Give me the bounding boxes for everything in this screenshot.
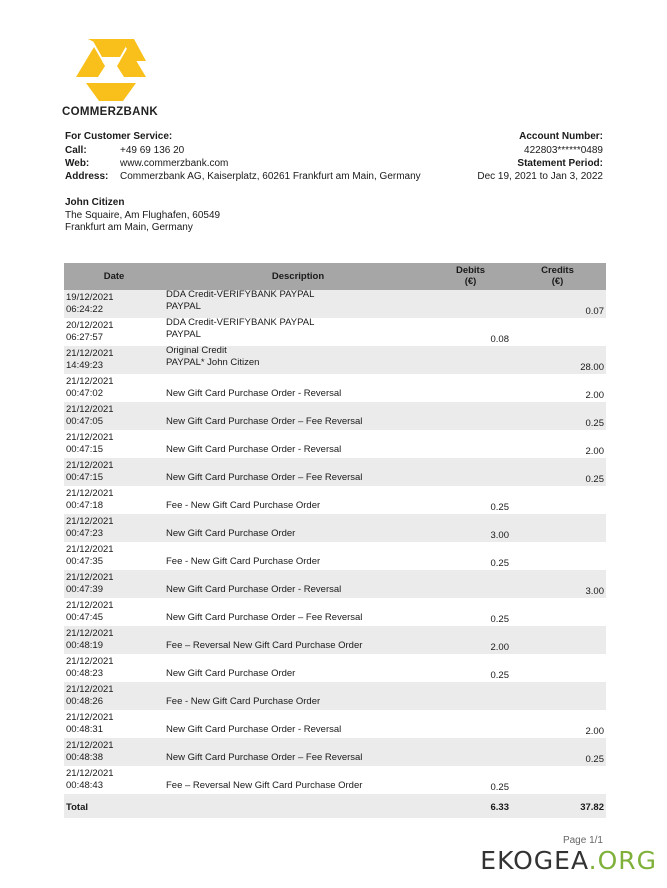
row-description-line2: New Gift Card Purchase Order – Fee Reversal	[166, 472, 363, 483]
row-description	[166, 612, 362, 624]
row-debit: 0.25	[490, 670, 509, 681]
row-date	[66, 376, 114, 400]
row-credit: 0.25	[585, 418, 604, 429]
call-label: Call:	[65, 145, 87, 156]
web-label: Web:	[65, 158, 90, 169]
header-credits-label: Credits	[541, 265, 574, 276]
table-body	[64, 290, 606, 794]
row-date-day: 21/12/2021	[66, 488, 114, 499]
table-row	[64, 318, 606, 346]
row-description	[166, 500, 320, 512]
row-date-time: 06:24:22	[66, 304, 103, 315]
row-description	[166, 472, 362, 484]
row-date-day: 21/12/2021	[66, 740, 114, 751]
row-date-time: 00:48:31	[66, 724, 103, 735]
row-date-day: 19/12/2021	[66, 292, 114, 303]
web-value: www.commerzbank.com	[120, 158, 229, 169]
row-date	[66, 320, 114, 344]
row-description	[166, 696, 320, 708]
row-date-day: 21/12/2021	[66, 432, 114, 443]
row-date	[66, 292, 114, 316]
row-date-day: 21/12/2021	[66, 516, 114, 527]
address-value: Commerzbank AG, Kaiserplatz, 60261 Frankfurt am Main, Germany	[120, 171, 421, 182]
table-row	[64, 486, 606, 514]
table-row	[64, 710, 606, 738]
row-date-time: 00:47:23	[66, 528, 103, 539]
row-description	[166, 289, 314, 313]
row-date-day: 21/12/2021	[66, 656, 114, 667]
row-date-day: 21/12/2021	[66, 768, 114, 779]
row-description	[166, 724, 341, 736]
row-date-time: 00:48:26	[66, 696, 103, 707]
row-description	[166, 317, 314, 341]
row-credit: 0.25	[585, 754, 604, 765]
row-description-line2: New Gift Card Purchase Order – Fee Reversal	[166, 612, 363, 623]
call-value: +49 69 136 20	[120, 145, 185, 156]
table-row	[64, 402, 606, 430]
header-debits-label: Debits	[455, 265, 486, 276]
row-date-time: 00:48:38	[66, 752, 103, 763]
row-description-line1: Original Credit	[166, 345, 227, 356]
row-date-day: 21/12/2021	[66, 404, 114, 415]
customer-address-line1: The Squaire, Am Flughafen, 60549	[65, 210, 221, 221]
page-number: Page 1/1	[562, 835, 603, 846]
row-credit: 3.00	[585, 586, 604, 597]
row-description-line2: PAYPAL	[166, 301, 201, 312]
row-description-line2: PAYPAL* John Citizen	[166, 357, 260, 368]
row-description-line2: New Gift Card Purchase Order - Reversal	[166, 444, 342, 455]
row-date-day: 20/12/2021	[66, 320, 114, 331]
row-description	[166, 752, 362, 764]
row-description-line2: Fee - New Gift Card Purchase Order	[166, 556, 321, 567]
row-date-time: 00:47:02	[66, 388, 103, 399]
table-row	[64, 570, 606, 598]
row-debit: 3.00	[490, 530, 509, 541]
row-description-line2: PAYPAL	[166, 329, 201, 340]
watermark-dot: .	[588, 846, 598, 875]
row-date-day: 21/12/2021	[66, 628, 114, 639]
row-date-day: 21/12/2021	[66, 684, 114, 695]
row-description-line2: Fee – Reversal New Gift Card Purchase Order	[166, 640, 363, 651]
table-row	[64, 374, 606, 402]
table-row	[64, 626, 606, 654]
row-description	[166, 780, 362, 792]
row-description	[166, 388, 341, 400]
table-row	[64, 514, 606, 542]
row-debit: 0.25	[490, 502, 509, 513]
row-description-line2: Fee - New Gift Card Purchase Order	[166, 500, 321, 511]
transactions-table	[64, 263, 606, 818]
row-description	[166, 640, 362, 652]
row-date-time: 00:47:05	[66, 416, 103, 427]
row-credit: 2.00	[585, 726, 604, 737]
row-date	[66, 432, 114, 456]
row-date	[66, 544, 114, 568]
watermark-tld: ORG	[597, 846, 657, 875]
row-date-day: 21/12/2021	[66, 600, 114, 611]
row-description-line2: New Gift Card Purchase Order – Fee Reversal	[166, 416, 363, 427]
row-date	[66, 656, 114, 680]
row-description-line2: New Gift Card Purchase Order - Reversal	[166, 724, 342, 735]
row-description-line2: New Gift Card Purchase Order - Reversal	[166, 388, 342, 399]
row-description	[166, 416, 362, 428]
row-date-day: 21/12/2021	[66, 712, 114, 723]
watermark	[480, 846, 657, 875]
row-date-time: 14:49:23	[66, 360, 103, 371]
row-credit: 0.07	[585, 306, 604, 317]
table-row	[64, 430, 606, 458]
row-description-line1: DDA Credit-VERIFYBANK PAYPAL	[166, 289, 315, 300]
row-date	[66, 684, 114, 708]
row-date	[66, 740, 114, 764]
row-debit: 0.08	[490, 334, 509, 345]
table-row	[64, 654, 606, 682]
row-description-line2: New Gift Card Purchase Order – Fee Reversal	[166, 752, 363, 763]
header-credits	[509, 265, 606, 287]
row-description-line2: New Gift Card Purchase Order - Reversal	[166, 584, 342, 595]
row-date-day: 21/12/2021	[66, 460, 114, 471]
row-date-time: 00:48:43	[66, 780, 103, 791]
header-date: Date	[103, 271, 125, 282]
row-date-time: 00:48:19	[66, 640, 103, 651]
row-description	[166, 345, 259, 369]
row-date-time: 00:47:15	[66, 472, 103, 483]
bank-name: COMMERZBANK	[62, 106, 158, 118]
row-credit: 0.25	[585, 474, 604, 485]
table-row	[64, 738, 606, 766]
header-debits	[432, 265, 509, 287]
statement-period-value: Dec 19, 2021 to Jan 3, 2022	[477, 171, 603, 182]
customer-address-line2: Frankfurt am Main, Germany	[65, 222, 193, 233]
watermark-main: EKOGEA	[480, 846, 589, 875]
row-date-time: 00:47:35	[66, 556, 103, 567]
address-label: Address:	[65, 171, 109, 182]
table-row	[64, 598, 606, 626]
row-credit: 28.00	[580, 362, 604, 373]
row-description-line1: DDA Credit-VERIFYBANK PAYPAL	[166, 317, 315, 328]
row-description	[166, 668, 295, 680]
table-header	[64, 263, 606, 290]
account-number-label: Account Number:	[519, 131, 603, 142]
row-debit: 0.25	[490, 782, 509, 793]
header-description: Description	[271, 271, 325, 282]
customer-name: John Citizen	[65, 197, 125, 208]
row-date-day: 21/12/2021	[66, 572, 114, 583]
customer-service-title: For Customer Service:	[65, 131, 173, 142]
table-row	[64, 458, 606, 486]
table-row	[64, 766, 606, 794]
statement-period-label: Statement Period:	[517, 158, 603, 169]
row-date	[66, 516, 114, 540]
row-debit: 0.25	[490, 614, 509, 625]
row-date	[66, 572, 114, 596]
row-description	[166, 444, 341, 456]
row-description	[166, 584, 341, 596]
row-description	[166, 556, 320, 568]
row-date-day: 21/12/2021	[66, 544, 114, 555]
table-row	[64, 290, 606, 318]
table-row	[64, 542, 606, 570]
row-date-time: 00:47:18	[66, 500, 103, 511]
commerzbank-logo-icon	[76, 39, 146, 101]
row-date-time: 00:47:45	[66, 612, 103, 623]
row-date-day: 21/12/2021	[66, 376, 114, 387]
total-row	[64, 794, 606, 818]
row-date	[66, 460, 114, 484]
row-debit: 0.25	[490, 558, 509, 569]
header-credits-unit: (€)	[551, 276, 564, 287]
row-credit: 2.00	[585, 446, 604, 457]
row-date-time: 00:47:15	[66, 444, 103, 455]
total-credits: 37.82	[580, 802, 604, 813]
row-date	[66, 768, 114, 792]
account-number-value: 422803******0489	[524, 145, 603, 156]
row-description-line2: New Gift Card Purchase Order	[166, 668, 296, 679]
row-description-line2: Fee – Reversal New Gift Card Purchase Order	[166, 780, 363, 791]
total-debits: 6.33	[490, 802, 509, 813]
row-date	[66, 600, 114, 624]
row-date	[66, 628, 114, 652]
row-description-line2: Fee - New Gift Card Purchase Order	[166, 696, 321, 707]
header-debits-unit: (€)	[464, 276, 477, 287]
row-credit: 2.00	[585, 390, 604, 401]
row-debit: 2.00	[490, 642, 509, 653]
row-date	[66, 404, 114, 428]
table-row	[64, 682, 606, 710]
table-row	[64, 346, 606, 374]
row-date-time: 06:27:57	[66, 332, 103, 343]
row-date	[66, 712, 114, 736]
row-date	[66, 348, 114, 372]
row-date-time: 00:48:23	[66, 668, 103, 679]
row-description-line2: New Gift Card Purchase Order	[166, 528, 296, 539]
row-date	[66, 488, 114, 512]
row-date-time: 00:47:39	[66, 584, 103, 595]
row-date-day: 21/12/2021	[66, 348, 114, 359]
total-label: Total	[66, 802, 88, 813]
row-description	[166, 528, 295, 540]
